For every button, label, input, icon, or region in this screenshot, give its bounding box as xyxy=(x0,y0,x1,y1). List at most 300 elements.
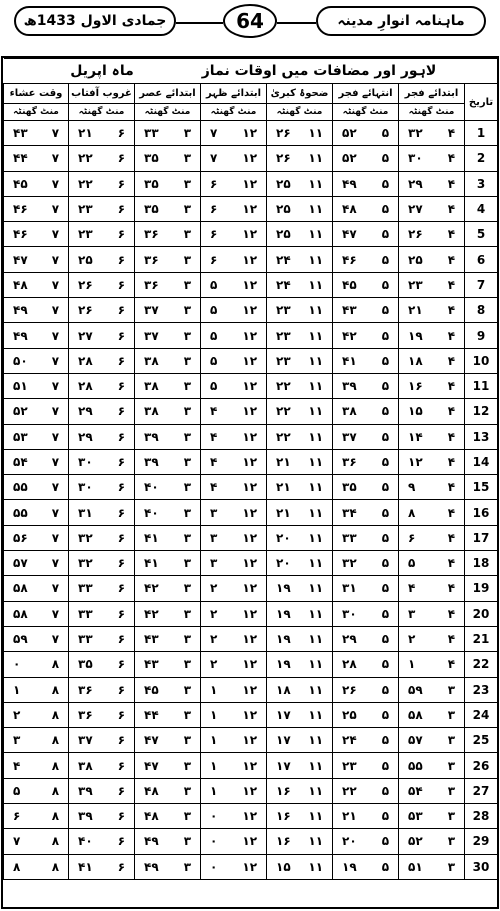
minute-value: ۲۷ xyxy=(78,328,93,343)
time-cell xyxy=(399,146,465,171)
time-cell xyxy=(135,475,201,500)
minute-value: ۳۳ xyxy=(78,606,93,621)
time-cell xyxy=(201,804,267,829)
hour-value: ۵ xyxy=(381,429,390,444)
table-row xyxy=(4,298,498,323)
hour-value: ۱۲ xyxy=(242,758,258,773)
minute-value: ۳۲ xyxy=(78,556,93,571)
time-cell xyxy=(399,702,465,727)
hour-value: ۶ xyxy=(117,277,126,292)
time-cell xyxy=(267,500,333,525)
hour-value: ۱۱ xyxy=(308,505,324,520)
hour-value: ۳ xyxy=(183,455,192,469)
minute-value: ۱ xyxy=(210,783,218,798)
hour-value: ۵ xyxy=(381,151,390,166)
time-cell xyxy=(4,146,69,171)
hour-value: ۷ xyxy=(51,606,60,621)
hour-value: ۳ xyxy=(183,530,192,545)
hour-value: ۶ xyxy=(117,505,126,520)
hour-value: ۱۱ xyxy=(308,227,324,242)
date-column-header: تاریخ xyxy=(465,84,498,121)
minute-value: ۲۳ xyxy=(78,227,93,242)
hour-value: ۱۲ xyxy=(242,176,258,191)
date-cell: 3 xyxy=(465,171,498,196)
minute-value: ۲۲ xyxy=(78,176,93,191)
time-cell xyxy=(69,804,135,829)
time-cell xyxy=(135,728,201,753)
time-cell xyxy=(69,373,135,398)
time-cell xyxy=(135,424,201,449)
hour-value: ۱۲ xyxy=(242,606,258,621)
hour-value: ۶ xyxy=(117,303,126,318)
time-cell xyxy=(201,373,267,398)
minute-value: ۵۴ xyxy=(13,455,28,469)
hour-value: ۶ xyxy=(117,252,126,267)
minute-value: ۴۹ xyxy=(342,176,357,191)
minute-value: ۴۴ xyxy=(144,707,159,722)
hour-value: ۶ xyxy=(117,480,126,495)
hour-value: ۱۲ xyxy=(242,480,258,495)
minute-value: ۵۲ xyxy=(13,404,28,419)
time-cell xyxy=(267,196,333,221)
hour-value: ۴ xyxy=(447,227,456,242)
minute-value: ۵ xyxy=(210,277,218,292)
hour-value: ۸ xyxy=(51,834,60,849)
time-cell xyxy=(201,677,267,702)
table-row xyxy=(4,222,498,247)
minute-value: ۵۷ xyxy=(13,556,28,571)
minute-value: ۳۰ xyxy=(78,480,93,495)
minute-value: ۲۵ xyxy=(276,202,291,217)
time-cell xyxy=(135,601,201,626)
time-cell xyxy=(69,399,135,424)
time-cell xyxy=(135,121,201,146)
time-cell xyxy=(4,551,69,576)
minute-value: ۴۰ xyxy=(144,480,159,495)
time-cell xyxy=(201,323,267,348)
time-cell xyxy=(4,677,69,702)
date-cell: 23 xyxy=(465,677,498,702)
hour-value: ۴ xyxy=(447,303,456,318)
hour-value: ۵ xyxy=(381,505,390,520)
hour-value: ۵ xyxy=(381,277,390,292)
time-cell xyxy=(69,829,135,854)
hour-value: ۷ xyxy=(51,530,60,545)
minute-value: ۲۱ xyxy=(276,455,291,469)
date-cell: 4 xyxy=(465,196,498,221)
minute-value: ۴۰ xyxy=(144,505,159,520)
minute-value: ۰ xyxy=(13,657,21,672)
hour-value: ۳ xyxy=(183,429,192,444)
table-row xyxy=(4,753,498,778)
hour-value: ۳ xyxy=(183,505,192,520)
table-row xyxy=(4,323,498,348)
time-cell xyxy=(69,348,135,373)
time-cell xyxy=(201,298,267,323)
time-cell xyxy=(267,728,333,753)
hour-value: ۱۲ xyxy=(242,151,258,166)
hour-value: ۳ xyxy=(183,783,192,798)
minute-value: ۴۶ xyxy=(342,252,357,267)
time-cell xyxy=(333,475,399,500)
hour-value: ۵ xyxy=(381,328,390,343)
hour-value: ۵ xyxy=(381,682,390,697)
time-cell xyxy=(201,702,267,727)
time-cell xyxy=(201,652,267,677)
time-cell xyxy=(201,196,267,221)
time-cell xyxy=(333,348,399,373)
hour-value: ۴ xyxy=(447,404,456,419)
column-header: ابتدائے ظہر xyxy=(201,84,267,104)
time-cell xyxy=(135,298,201,323)
minute-value: ۲۱ xyxy=(78,126,93,141)
hour-value: ۵ xyxy=(381,480,390,495)
time-cell xyxy=(399,196,465,221)
hour-value: ۴ xyxy=(447,505,456,520)
hour-value: ۵ xyxy=(381,758,390,773)
hour-value: ۵ xyxy=(381,783,390,798)
hour-value: ۱۱ xyxy=(308,303,324,318)
minute-value: ۴۹ xyxy=(144,859,159,874)
date-cell: 7 xyxy=(465,272,498,297)
time-cell xyxy=(267,576,333,601)
table-row xyxy=(4,778,498,803)
time-cell xyxy=(4,626,69,651)
table-row xyxy=(4,272,498,297)
hour-value: ۱۱ xyxy=(308,353,324,368)
time-cell xyxy=(135,677,201,702)
time-cell xyxy=(69,702,135,727)
minute-value: ۱۸ xyxy=(276,682,291,697)
time-cell xyxy=(4,753,69,778)
hour-value: ۱۲ xyxy=(242,632,258,647)
minute-value: ۴۸ xyxy=(144,783,159,798)
minute-value: ۷ xyxy=(210,151,218,166)
minute-value: ۸ xyxy=(408,505,416,520)
time-cell xyxy=(267,854,333,879)
minute-value: ۴ xyxy=(210,429,218,444)
minute-value: ۳۱ xyxy=(342,581,357,596)
minute-value: ۱۹ xyxy=(342,859,357,874)
time-cell xyxy=(399,677,465,702)
minute-value: ۲۶ xyxy=(276,126,291,141)
time-cell xyxy=(399,171,465,196)
time-cell xyxy=(201,854,267,879)
minute-value: ۲۹ xyxy=(78,429,93,444)
time-cell xyxy=(399,449,465,474)
time-cell xyxy=(399,323,465,348)
header-divider-left xyxy=(176,22,223,24)
minute-value: ۵۱ xyxy=(13,379,28,394)
date-cell: 14 xyxy=(465,449,498,474)
hour-value: ۴ xyxy=(447,328,456,343)
minute-value: ۴۵ xyxy=(144,682,159,697)
unit-label: منٹ گھنٹہ xyxy=(201,104,267,121)
time-cell xyxy=(399,298,465,323)
time-cell xyxy=(333,551,399,576)
date-cell: 21 xyxy=(465,626,498,651)
column-header: غروب آفتاب xyxy=(69,84,135,104)
minute-value: ۳۸ xyxy=(78,758,93,773)
hour-value: ۶ xyxy=(117,809,126,824)
time-cell xyxy=(135,753,201,778)
minute-value: ۵۵ xyxy=(408,758,423,773)
hour-value: ۶ xyxy=(117,429,126,444)
time-cell xyxy=(201,475,267,500)
time-cell xyxy=(201,753,267,778)
time-cell xyxy=(4,196,69,221)
time-cell xyxy=(267,551,333,576)
minute-value: ۲۸ xyxy=(342,657,357,672)
time-cell xyxy=(399,753,465,778)
time-cell xyxy=(69,247,135,272)
minute-value: ۴۹ xyxy=(13,303,28,318)
hour-value: ۱۱ xyxy=(308,606,324,621)
hour-value: ۱۱ xyxy=(308,277,324,292)
time-cell xyxy=(333,373,399,398)
minute-value: ۴۶ xyxy=(13,202,28,217)
minute-value: ۲۶ xyxy=(276,151,291,166)
minute-value: ۱۵ xyxy=(408,404,423,419)
time-cell xyxy=(4,854,69,879)
time-cell xyxy=(135,373,201,398)
table-row xyxy=(4,373,498,398)
time-cell xyxy=(333,272,399,297)
time-cell xyxy=(135,222,201,247)
minute-value: ۱۹ xyxy=(276,581,291,596)
time-cell xyxy=(333,753,399,778)
minute-value: ۱۲ xyxy=(408,455,423,469)
minute-value: ۲۴ xyxy=(276,252,291,267)
minute-value: ۱۹ xyxy=(276,632,291,647)
minute-value: ۲۴ xyxy=(276,277,291,292)
hour-value: ۸ xyxy=(51,682,60,697)
time-cell xyxy=(135,829,201,854)
minute-value: ۴۷ xyxy=(13,252,28,267)
time-cell xyxy=(267,323,333,348)
hour-value: ۳ xyxy=(183,657,192,672)
table-row xyxy=(4,804,498,829)
hour-value: ۳ xyxy=(183,151,192,166)
hour-value: ۱۲ xyxy=(242,859,258,874)
hour-value: ۵ xyxy=(381,303,390,318)
time-cell xyxy=(4,525,69,550)
minute-value: ۶ xyxy=(408,530,416,545)
minute-value: ۲ xyxy=(210,632,218,647)
hour-value: ۶ xyxy=(117,834,126,849)
date-cell: 9 xyxy=(465,323,498,348)
time-cell xyxy=(201,121,267,146)
minute-value: ۴۹ xyxy=(144,834,159,849)
hour-value: ۴ xyxy=(447,353,456,368)
hour-value: ۴ xyxy=(447,606,456,621)
time-cell xyxy=(399,804,465,829)
date-cell: 27 xyxy=(465,778,498,803)
hour-value: ۱۲ xyxy=(242,733,258,748)
hour-value: ۷ xyxy=(51,379,60,394)
hour-value: ۶ xyxy=(117,758,126,773)
unit-label: منٹ گھنٹہ xyxy=(399,104,465,121)
time-cell xyxy=(201,424,267,449)
hour-value: ۷ xyxy=(51,227,60,242)
time-cell xyxy=(4,829,69,854)
table-month: ماہ اپریل xyxy=(4,59,201,84)
date-cell: 15 xyxy=(465,475,498,500)
hour-value: ۱۲ xyxy=(242,404,258,419)
minute-value: ۴۵ xyxy=(13,176,28,191)
hour-value: ۶ xyxy=(117,530,126,545)
minute-value: ۲۵ xyxy=(78,252,93,267)
hour-value: ۱۲ xyxy=(242,505,258,520)
hour-value: ۶ xyxy=(117,556,126,571)
time-cell xyxy=(201,778,267,803)
time-cell xyxy=(267,778,333,803)
hour-value: ۱۲ xyxy=(242,303,258,318)
time-cell xyxy=(201,449,267,474)
date-cell: 2 xyxy=(465,146,498,171)
minute-value: ۲۹ xyxy=(78,404,93,419)
hour-value: ۴ xyxy=(447,379,456,394)
column-header: انتہائے فجر xyxy=(333,84,399,104)
minute-value: ۲۹ xyxy=(342,632,357,647)
minute-value: ۳۷ xyxy=(144,328,159,343)
hour-value: ۷ xyxy=(51,581,60,596)
hour-value: ۳ xyxy=(183,834,192,849)
minute-value: ۲۰ xyxy=(342,834,357,849)
hour-value: ۴ xyxy=(447,126,456,141)
minute-value: ۳۸ xyxy=(144,404,159,419)
hour-value: ۶ xyxy=(117,151,126,166)
time-cell xyxy=(69,171,135,196)
date-cell: 22 xyxy=(465,652,498,677)
hour-value: ۷ xyxy=(51,151,60,166)
table-row xyxy=(4,500,498,525)
time-cell xyxy=(135,500,201,525)
time-cell xyxy=(135,323,201,348)
date-cell: 10 xyxy=(465,348,498,373)
date-cell: 19 xyxy=(465,576,498,601)
time-cell xyxy=(333,222,399,247)
minute-value: ۴۸ xyxy=(144,809,159,824)
hour-value: ۴ xyxy=(447,657,456,672)
time-cell xyxy=(333,525,399,550)
time-cell xyxy=(333,804,399,829)
hour-value: ۵ xyxy=(381,353,390,368)
table-row xyxy=(4,196,498,221)
minute-value: ۲۸ xyxy=(78,353,93,368)
minute-value: ۲۵ xyxy=(342,707,357,722)
time-cell xyxy=(69,626,135,651)
time-cell xyxy=(399,272,465,297)
hour-value: ۶ xyxy=(117,455,126,469)
minute-value: ۲۶ xyxy=(78,303,93,318)
minute-value: ۳۵ xyxy=(342,480,357,495)
hour-value: ۴ xyxy=(447,202,456,217)
hour-value: ۳ xyxy=(183,328,192,343)
hour-value: ۱۲ xyxy=(242,556,258,571)
minute-value: ۳ xyxy=(210,556,218,571)
time-cell xyxy=(135,804,201,829)
hour-value: ۱۲ xyxy=(242,530,258,545)
hour-value: ۱۱ xyxy=(308,556,324,571)
minute-value: ۵ xyxy=(13,783,21,798)
hour-value: ۱۲ xyxy=(242,707,258,722)
time-cell xyxy=(69,551,135,576)
time-cell xyxy=(333,829,399,854)
minute-value: ۱۵ xyxy=(276,859,291,874)
minute-value: ۵۴ xyxy=(408,783,423,798)
hour-value: ۳ xyxy=(183,277,192,292)
minute-value: ۴۸ xyxy=(13,277,28,292)
time-cell xyxy=(4,778,69,803)
time-cell xyxy=(201,626,267,651)
hour-value: ۶ xyxy=(117,176,126,191)
hour-value: ۱۲ xyxy=(242,809,258,824)
minute-value: ۵۰ xyxy=(13,353,28,368)
minute-value: ۷ xyxy=(210,126,218,141)
time-cell xyxy=(69,778,135,803)
time-cell xyxy=(69,121,135,146)
minute-value: ۲۲ xyxy=(276,404,291,419)
hour-value: ۱۲ xyxy=(242,657,258,672)
minute-value: ۳۷ xyxy=(342,429,357,444)
time-cell xyxy=(267,247,333,272)
hour-value: ۶ xyxy=(117,783,126,798)
hour-value: ۳ xyxy=(183,682,192,697)
hour-value: ۳ xyxy=(183,632,192,647)
minute-value: ۳ xyxy=(210,530,218,545)
time-cell xyxy=(135,449,201,474)
table-row xyxy=(4,449,498,474)
hour-value: ۱۱ xyxy=(308,834,324,849)
hour-value: ۳ xyxy=(447,859,456,874)
date-cell: 6 xyxy=(465,247,498,272)
time-cell xyxy=(135,854,201,879)
hour-value: ۴ xyxy=(447,632,456,647)
time-cell xyxy=(399,551,465,576)
time-cell xyxy=(69,500,135,525)
time-cell xyxy=(399,728,465,753)
hour-value: ۵ xyxy=(381,455,390,469)
minute-value: ۹ xyxy=(408,480,416,495)
time-cell xyxy=(69,298,135,323)
minute-value: ۶ xyxy=(13,809,21,824)
hour-value: ۱۱ xyxy=(308,632,324,647)
hour-value: ۵ xyxy=(381,707,390,722)
minute-value: ۲۲ xyxy=(78,151,93,166)
minute-value: ۴۷ xyxy=(342,227,357,242)
time-cell xyxy=(333,323,399,348)
minute-value: ۲۷ xyxy=(408,202,423,217)
page-header xyxy=(0,0,500,52)
time-cell xyxy=(4,272,69,297)
minute-value: ۳۶ xyxy=(144,227,159,242)
hour-value: ۵ xyxy=(381,859,390,874)
time-cell xyxy=(201,222,267,247)
minute-value: ۴۵ xyxy=(342,277,357,292)
time-cell xyxy=(201,171,267,196)
table-row xyxy=(4,829,498,854)
minute-value: ۵۶ xyxy=(13,530,28,545)
hour-value: ۱۱ xyxy=(308,252,324,267)
table-row xyxy=(4,171,498,196)
table-row xyxy=(4,728,498,753)
time-cell xyxy=(399,121,465,146)
hour-value: ۸ xyxy=(51,707,60,722)
time-cell xyxy=(4,449,69,474)
time-cell xyxy=(135,576,201,601)
time-cell xyxy=(333,778,399,803)
